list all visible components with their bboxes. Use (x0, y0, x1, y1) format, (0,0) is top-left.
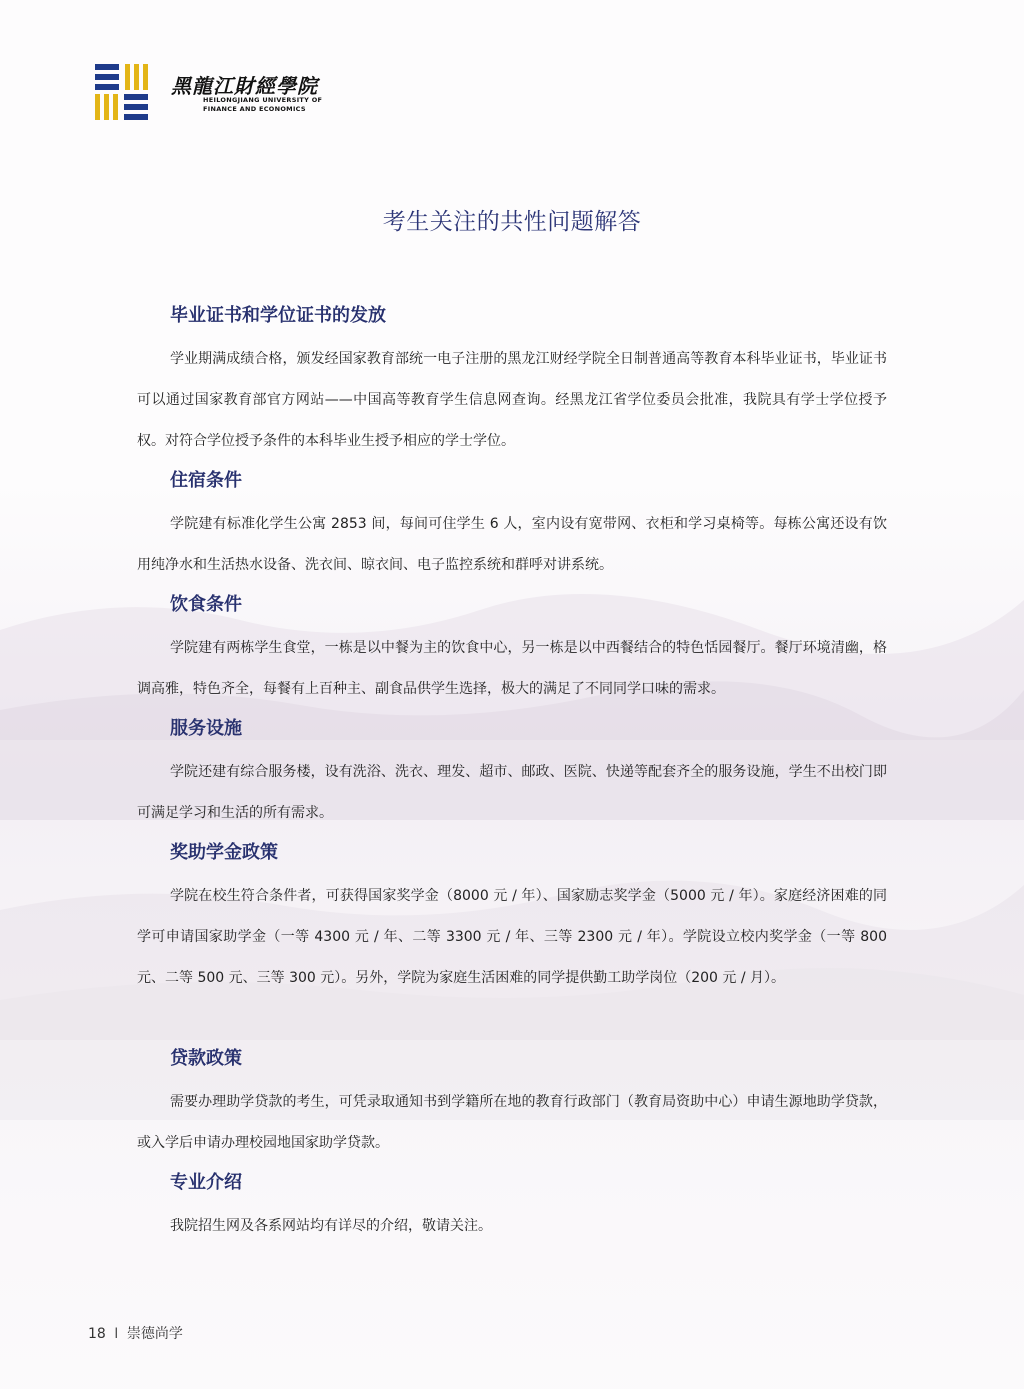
section-heading: 服务设施 (170, 718, 242, 739)
section-heading: 奖助学金政策 (170, 842, 278, 863)
section-majors (137, 1168, 887, 1247)
logo-chinese-name: 黑龍江財經學院 (171, 74, 318, 98)
section-body: 需要办理助学贷款的考生，可凭录取通知书到学籍所在地的教育行政部门（教育局资助中心）申请生源地助学贷款，或入学后申请办理校园地国家助学贷款。 (137, 1094, 887, 1151)
section-body: 学院在校生符合条件者，可获得国家奖学金（8000 元 / 年）、国家励志奖学金（5000 元 / 年）。家庭经济困难的同学可申请国家助学金（一等 4300 元 / 年、二等 3300 元 / 年、三等 2300 元 / 年）。学院设立校内奖学金（一等 800 元、二等 500 元、三等 300 元）。另外，学院为家庭生活困难的同学提供勤工助学岗位（200 元 / 月）。 (137, 888, 887, 986)
page-title: 考生关注的共性问题解答 (382, 209, 642, 235)
section-diploma (137, 301, 887, 462)
section-heading: 贷款政策 (170, 1048, 242, 1069)
section-body: 学院建有标准化学生公寓 2853 间，每间可住学生 6 人，室内设有宽带网、衣柜和学习桌椅等。每栋公寓还设有饮用纯净水和生活热水设备、洗衣间、晾衣间、电子监控系统和群呼对讲系统。 (137, 516, 887, 573)
logo-english-line2: FINANCE AND ECONOMICS (203, 105, 306, 113)
section-body: 学业期满成绩合格，颁发经国家教育部统一电子注册的黑龙江财经学院全日制普通高等教育本科毕业证书，毕业证书可以通过国家教育部官方网站——中国高等教育学生信息网查询。经黑龙江省学位委员会批准，我院具有学士学位授予权。对符合学位授予条件的本科毕业生授予相应的学士学位。 (137, 351, 887, 449)
section-body: 我院招生网及各系网站均有详尽的介绍，敬请关注。 (170, 1218, 492, 1234)
section-dining (137, 590, 887, 710)
section-heading: 饮食条件 (170, 594, 242, 615)
section-accommodation (137, 466, 887, 586)
logo-mark-icon (95, 64, 151, 120)
section-heading: 专业介绍 (170, 1172, 242, 1193)
logo-english-name (203, 96, 322, 114)
page-number: 18 (88, 1326, 106, 1342)
page-footer (88, 1323, 183, 1343)
section-services (137, 714, 887, 834)
section-loans (137, 1044, 887, 1164)
footer-separator: I (114, 1326, 119, 1342)
section-heading: 住宿条件 (170, 470, 242, 491)
logo-english-line1: HEILONGJIANG UNIVERSITY OF (203, 96, 323, 104)
section-heading: 毕业证书和学位证书的发放 (170, 305, 386, 326)
section-body: 学院建有两栋学生食堂，一栋是以中餐为主的饮食中心，另一栋是以中西餐结合的特色恬园餐厅。餐厅环境清幽，格调高雅，特色齐全，每餐有上百种主、副食品供学生选择，极大的满足了不同同学口味的需求。 (137, 640, 887, 697)
section-scholarships (137, 838, 887, 999)
university-logo (95, 64, 335, 124)
footer-section-name: 崇德尚学 (126, 1326, 183, 1342)
section-body: 学院还建有综合服务楼，设有洗浴、洗衣、理发、超市、邮政、医院、快递等配套齐全的服务设施，学生不出校门即可满足学习和生活的所有需求。 (137, 764, 887, 821)
